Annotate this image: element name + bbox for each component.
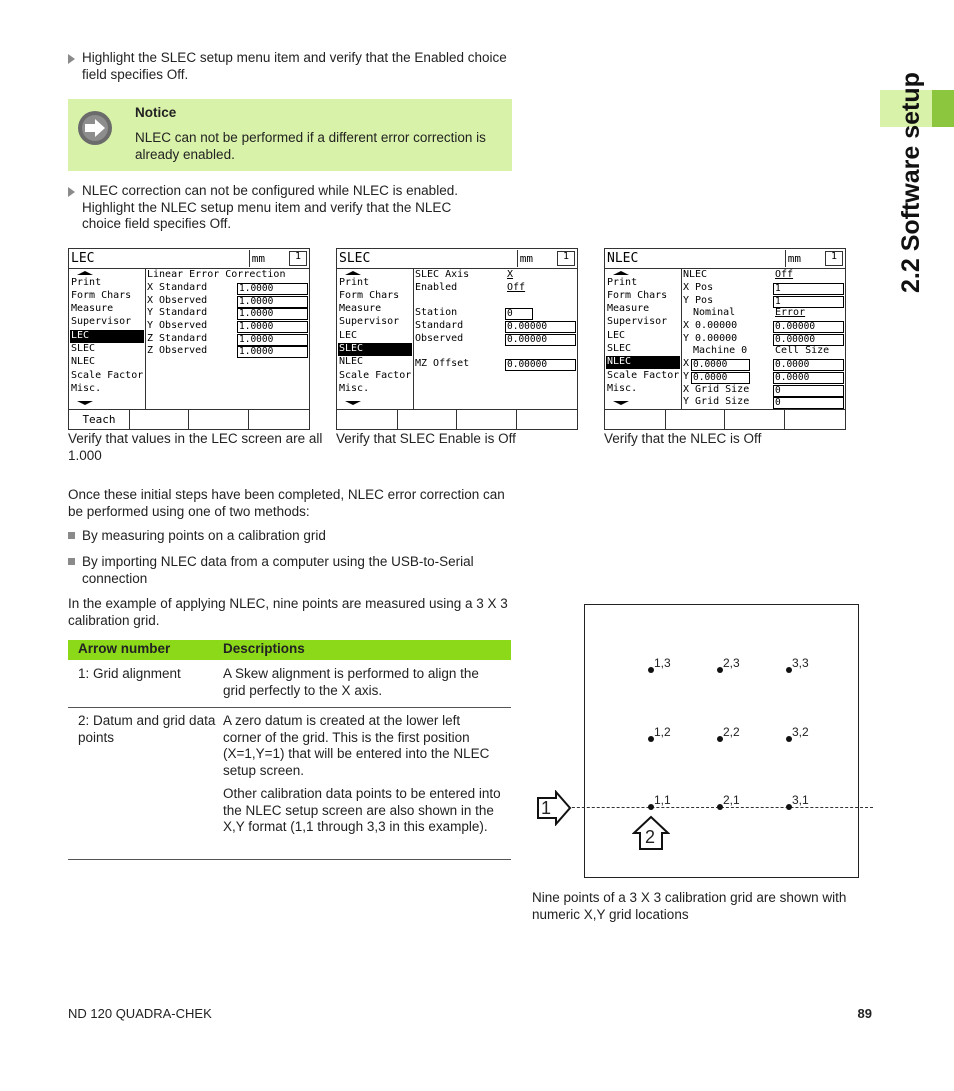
softkey-bar	[69, 409, 309, 430]
softkey-bar	[337, 409, 577, 430]
grid-point-label: 2,2	[723, 725, 740, 739]
table-cell-arrow: 2: Datum and grid data points	[78, 713, 216, 745]
arrow-2-label: 2	[645, 827, 656, 847]
methods-intro: Once these initial steps have been completed, NLEC error correction can be performed using one of two methods:	[68, 487, 505, 519]
menu-item-print[interactable]: Print	[607, 277, 638, 288]
menu-item-measure[interactable]: Measure	[607, 303, 650, 314]
example-text: In the example of applying NLEC, nine points are measured using a 3 X 3 calibration grid.	[68, 596, 508, 628]
intro-bullet-2: NLEC correction can not be configured while NLEC is enabled. Highlight the NLEC setup menu item and verify that the NLEC choice field specifies Off.	[68, 183, 508, 233]
menu-item-lec[interactable]: LEC	[70, 330, 144, 343]
slec-enabled-label: Enabled	[415, 282, 458, 293]
menu-item-nlec[interactable]: NLEC	[606, 356, 680, 369]
nlec-screen	[604, 248, 846, 430]
x-pos-input[interactable]: 1	[773, 283, 844, 295]
y-observed-input[interactable]: 1.0000	[237, 321, 308, 333]
menu-item-lec[interactable]: LEC	[339, 330, 358, 341]
nlec-label: NLEC	[683, 269, 708, 280]
y-pos-input[interactable]: 1	[773, 296, 844, 308]
setup-menu	[605, 269, 682, 409]
x-standard-input[interactable]: 1.0000	[237, 283, 308, 295]
lec-heading: Linear Error Correction	[147, 269, 286, 280]
square-bullet-icon	[68, 558, 75, 565]
menu-item-form-chars[interactable]: Form Chars	[607, 290, 668, 301]
softkey-teach[interactable]: Teach	[69, 410, 130, 430]
slec-axis-value[interactable]: X	[507, 269, 514, 280]
x-pos-label: X Pos	[683, 282, 714, 293]
arrow-1-icon	[536, 790, 572, 826]
x-machine-input[interactable]: 0.0000	[691, 359, 750, 371]
num-icon: 1	[557, 251, 575, 266]
y-machine-prefix: Y	[683, 371, 690, 382]
page-number: 89	[857, 1006, 872, 1021]
y-standard-input[interactable]: 1.0000	[237, 308, 308, 320]
grid-caption: Nine points of a 3 X 3 calibration grid are shown with numeric X,Y grid locations	[532, 890, 847, 922]
y-machine-input[interactable]: 0.0000	[691, 372, 750, 384]
scroll-down-icon[interactable]	[77, 401, 93, 405]
y-error-input[interactable]: 0.00000	[773, 334, 844, 346]
softkey-3[interactable]	[189, 410, 249, 430]
menu-item-misc[interactable]: Misc.	[339, 383, 370, 394]
nominal-label: Nominal	[693, 307, 736, 318]
slec-axis-label: SLEC Axis	[415, 269, 470, 280]
menu-item-scale-factor[interactable]: Scale Factor	[339, 370, 412, 381]
x-observed-input[interactable]: 1.0000	[237, 296, 308, 308]
method-item: By importing NLEC data from a computer using the USB-to-Serial connection	[68, 554, 508, 587]
intro-bullet-1: Highlight the SLEC setup menu item and verify that the Enabled choice field specifies Off.	[68, 50, 508, 83]
x-grid-size-input[interactable]: 0	[773, 385, 844, 397]
column-header: Descriptions	[223, 641, 305, 656]
arrow-right-icon	[78, 111, 112, 145]
screen-title-bar: SLEC mm 1	[337, 249, 577, 269]
menu-item-measure[interactable]: Measure	[339, 303, 382, 314]
triangle-bullet-icon	[68, 187, 75, 197]
row-divider	[68, 707, 511, 708]
grid-point-label: 3,2	[792, 725, 809, 739]
footer-product: ND 120 QUADRA-CHEK	[68, 1006, 212, 1021]
grid-point-label: 1,2	[654, 725, 671, 739]
scroll-down-icon[interactable]	[345, 401, 361, 405]
menu-item-supervisor[interactable]: Supervisor	[71, 316, 132, 327]
menu-item-scale-factor[interactable]: Scale Factor	[607, 370, 680, 381]
station-input[interactable]: 0	[505, 308, 533, 320]
menu-item-nlec[interactable]: NLEC	[339, 356, 364, 367]
notice-box	[68, 99, 512, 171]
menu-item-form-chars[interactable]: Form Chars	[71, 290, 132, 301]
triangle-bullet-icon	[68, 54, 75, 64]
softkey-1[interactable]	[605, 410, 666, 430]
field-label: Y Standard	[147, 307, 208, 318]
nlec-value[interactable]: Off	[775, 269, 794, 280]
grid-point-label: 3,3	[792, 656, 809, 670]
menu-item-supervisor[interactable]: Supervisor	[339, 316, 400, 327]
table-header	[68, 640, 511, 660]
softkey-2[interactable]	[397, 410, 457, 430]
y-grid-size-label: Y Grid Size	[683, 396, 750, 407]
menu-item-nlec[interactable]: NLEC	[71, 356, 96, 367]
y-grid-size-input[interactable]: 0	[773, 397, 844, 409]
menu-item-lec[interactable]: LEC	[607, 330, 626, 341]
table-cell-desc: A Skew alignment is performed to align the grid perfectly to the X axis.	[223, 666, 479, 698]
table-cell-arrow: 1: Grid alignment	[78, 666, 181, 681]
field-label: Z Observed	[147, 345, 208, 356]
menu-item-misc[interactable]: Misc.	[607, 383, 638, 394]
menu-item-form-chars[interactable]: Form Chars	[339, 290, 400, 301]
softkey-2[interactable]	[665, 410, 725, 430]
x-nominal: X 0.00000	[683, 320, 738, 331]
method-item: By measuring points on a calibration grid	[68, 528, 508, 545]
side-tab-title: 2.2 Software setup	[897, 72, 925, 293]
lec-screen	[68, 248, 310, 430]
caption-nlec: Verify that the NLEC is Off	[604, 431, 762, 446]
standard-label: Standard	[415, 320, 464, 331]
softkey-1[interactable]	[337, 410, 398, 430]
softkey-3[interactable]	[457, 410, 517, 430]
screen-title-bar: LEC mm 1	[69, 249, 309, 269]
observed-input[interactable]: 0.00000	[505, 334, 576, 346]
grid-point-label: 2,1	[723, 793, 740, 807]
num-icon: 1	[289, 251, 307, 266]
num-icon: 1	[825, 251, 843, 266]
arrow-2-icon	[632, 815, 670, 851]
error-label: Error	[775, 307, 806, 318]
softkey-bar	[605, 409, 845, 430]
field-label: Z Standard	[147, 333, 208, 344]
slec-screen	[336, 248, 578, 430]
menu-item-scale-factor[interactable]: Scale Factor	[71, 370, 144, 381]
alignment-dashed-line	[557, 807, 873, 808]
menu-item-print[interactable]: Print	[71, 277, 102, 288]
setup-menu	[69, 269, 146, 409]
softkey-4[interactable]	[517, 410, 576, 430]
x-machine-prefix: X	[683, 358, 690, 369]
x-cell-input[interactable]: 0.0000	[773, 359, 844, 371]
scroll-up-icon[interactable]	[77, 271, 93, 275]
square-bullet-icon	[68, 532, 75, 539]
scroll-up-icon[interactable]	[345, 271, 361, 275]
y-nominal: Y 0.00000	[683, 333, 738, 344]
grid-point-label: 1,3	[654, 656, 671, 670]
menu-item-misc[interactable]: Misc.	[71, 383, 102, 394]
softkey-2[interactable]	[129, 410, 189, 430]
mz-offset-input[interactable]: 0.00000	[505, 359, 576, 371]
observed-label: Observed	[415, 333, 464, 344]
menu-item-supervisor[interactable]: Supervisor	[607, 316, 668, 327]
softkey-4[interactable]	[249, 410, 308, 430]
softkey-4[interactable]	[785, 410, 844, 430]
machine-label: Machine 0	[693, 345, 748, 356]
field-label: X Standard	[147, 282, 208, 293]
notice-title: Notice	[135, 105, 177, 120]
menu-item-slec[interactable]: SLEC	[607, 343, 632, 354]
grid-point-label: 1,1	[654, 793, 671, 807]
notice-text: NLEC can not be performed if a different error correction is already enabled.	[135, 130, 486, 162]
softkey-3[interactable]	[725, 410, 785, 430]
mz-offset-label: MZ Offset	[415, 358, 470, 369]
field-label: X Observed	[147, 295, 208, 306]
column-header: Arrow number	[78, 641, 171, 656]
row-divider	[68, 859, 511, 860]
menu-item-slec[interactable]: SLEC	[71, 343, 96, 354]
standard-input[interactable]: 0.00000	[505, 321, 576, 333]
slec-enabled-value[interactable]: Off	[507, 282, 526, 293]
table-cell-desc: Other calibration data points to be entered into the NLEC setup screen are also shown in the X,Y format (1,1 through 3,3 in this example).	[223, 786, 501, 834]
x-error-input[interactable]: 0.00000	[773, 321, 844, 333]
table-cell-desc: A zero datum is created at the lower left corner of the grid. This is the first position (X=1,Y=1) that will be entered into the NLEC setup screen.	[223, 713, 490, 778]
x-grid-size-label: X Grid Size	[683, 384, 750, 395]
y-pos-label: Y Pos	[683, 295, 714, 306]
arrow-1-label: 1	[541, 798, 552, 818]
field-label: Y Observed	[147, 320, 208, 331]
scroll-down-icon[interactable]	[613, 401, 629, 405]
menu-item-measure[interactable]: Measure	[71, 303, 114, 314]
menu-item-slec[interactable]: SLEC	[338, 343, 412, 356]
grid-point-label: 3,1	[792, 793, 809, 807]
screen-title-bar: NLEC mm 1	[605, 249, 845, 269]
grid-point-label: 2,3	[723, 656, 740, 670]
menu-item-print[interactable]: Print	[339, 277, 370, 288]
station-label: Station	[415, 307, 458, 318]
scroll-up-icon[interactable]	[613, 271, 629, 275]
cell-size-label: Cell Size	[775, 345, 830, 356]
y-cell-input[interactable]: 0.0000	[773, 372, 844, 384]
z-standard-input[interactable]: 1.0000	[237, 334, 308, 346]
setup-menu	[337, 269, 414, 409]
z-observed-input[interactable]: 1.0000	[237, 346, 308, 358]
caption-lec: Verify that values in the LEC screen are all 1.000	[68, 431, 323, 463]
caption-slec: Verify that SLEC Enable is Off	[336, 431, 516, 446]
